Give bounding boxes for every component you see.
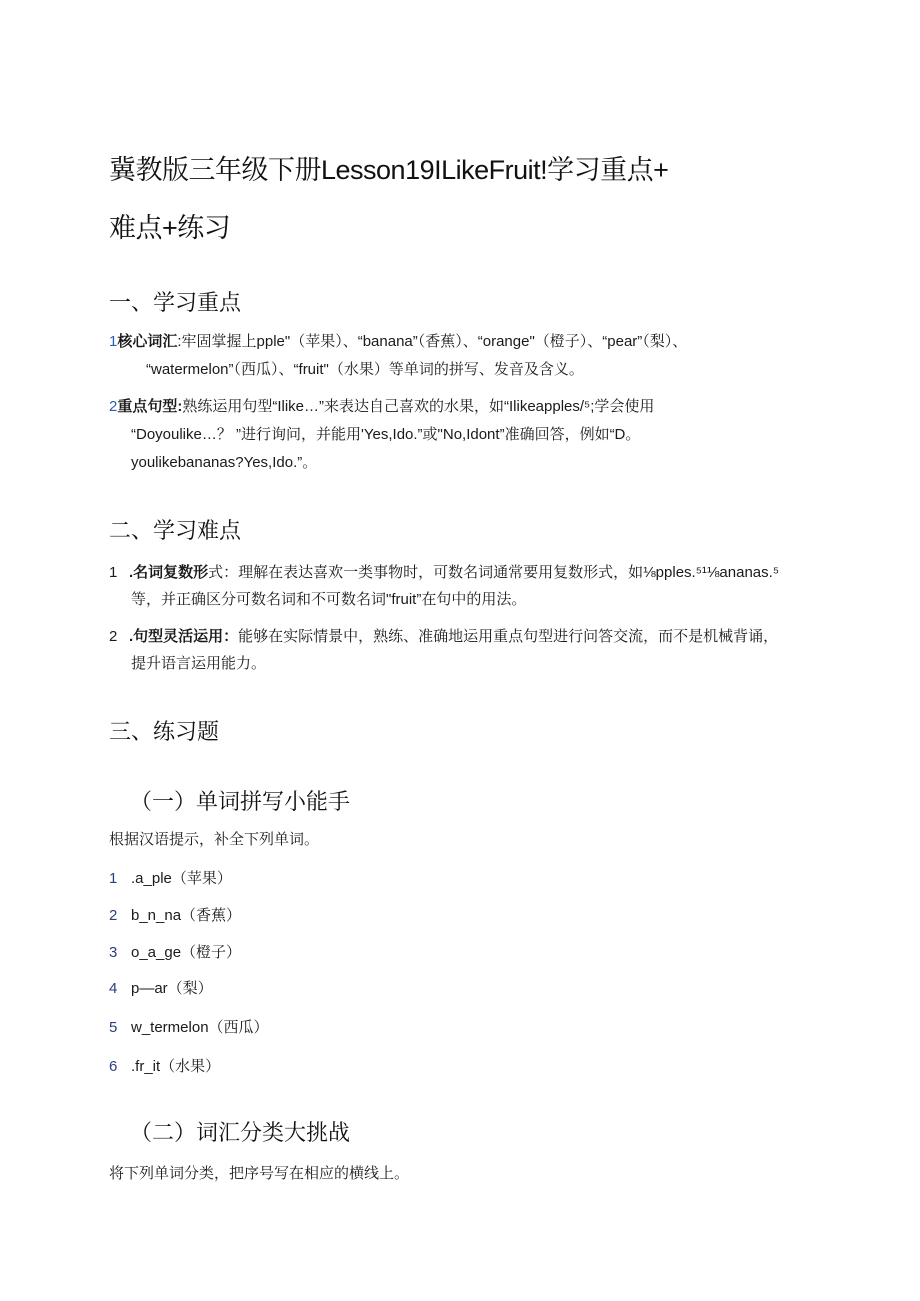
key-point-1-line2: “watermelon”（西瓜）、“fruit"（水果）等单词的拼写、发音及含义。	[146, 361, 584, 378]
spelling-word: o_a_ge（橙子）	[131, 944, 242, 961]
spelling-word: b_n_na（香蕉）	[131, 907, 242, 924]
exercise-part2-heading: （二）词汇分类大挑战	[130, 1120, 351, 1145]
key-point-text: 熟练运用句型“Ilike…”来表达自己喜欢的水果，如“Ilikeapples/⁵;学会使用	[182, 398, 655, 415]
list-number: 2	[109, 398, 118, 415]
document-title-line2: 难点+练习	[109, 213, 231, 243]
spelling-word: p—ar（梨）	[131, 980, 213, 997]
spelling-word: .a_ple（苹果）	[131, 870, 232, 887]
difficulty-label: .句型灵活运用：	[129, 628, 239, 645]
difficulty-1-line2: 等，并正确区分可数名词和不可数名词"fruit”在句中的用法。	[131, 591, 527, 608]
list-item	[109, 1016, 269, 1037]
exercise-part1-instruction: 根据汉语提示，补全下列单词。	[109, 831, 320, 848]
key-point-2-line3: youlikebananas?Yes,Ido.”。	[131, 454, 318, 471]
list-number: 3	[109, 944, 118, 961]
list-number: 1	[109, 564, 118, 581]
spelling-word: w_termelon（西瓜）	[131, 1019, 269, 1036]
exercise-part1-heading: （一）单词拼写小能手	[130, 789, 351, 814]
list-number: 5	[109, 1019, 118, 1036]
key-point-text: :牢固掌握上pple"（苹果）、“banana”（香蕉）、“orange"（橙子）、“pear”（梨）、	[177, 333, 688, 350]
list-item	[109, 977, 213, 998]
spelling-word: .fr_it（水果）	[131, 1058, 221, 1075]
difficulty-text: 式：理解在表达喜欢一类事物时，可数名词通常要用复数形式，如⅛pples.⁵¹⅛ananas.⁵	[208, 564, 780, 581]
list-item	[109, 941, 241, 962]
key-point-2-line2: “Doyoulike…？ ”进行询问，并能用'Yes,Ido.”或"No,Idont”准确回答，例如“D。	[131, 426, 641, 443]
difficulty-2-line2: 提升语言运用能力。	[131, 655, 267, 672]
key-point-label: 核心词汇	[117, 333, 178, 350]
section-heading-key-points: 一、学习重点	[109, 290, 242, 315]
difficulty-1-line1	[109, 563, 779, 583]
list-number: 4	[109, 980, 118, 997]
list-item	[109, 867, 232, 888]
list-number: 1	[109, 333, 118, 350]
list-number: 1	[109, 870, 118, 887]
key-point-label: 重点句型:	[117, 398, 183, 415]
exercise-part2-instruction: 将下列单词分类，把序号写在相应的横线上。	[109, 1165, 410, 1182]
list-item	[109, 904, 241, 925]
key-point-2-line1	[109, 397, 654, 417]
difficulty-label: .名词复数形	[129, 564, 209, 581]
key-point-1-line1	[109, 332, 687, 352]
difficulty-text: 能够在实际情景中，熟练、准确地运用重点句型进行问答交流，而不是机械背诵，	[238, 628, 779, 645]
list-number: 2	[109, 907, 118, 924]
section-heading-exercises: 三、练习题	[109, 719, 220, 744]
list-number: 2	[109, 628, 118, 645]
section-heading-difficulties: 二、学习难点	[109, 518, 242, 543]
difficulty-2-line1	[109, 627, 778, 647]
document-title-line1: 冀教版三年级下册Lesson19ILikeFruit!学习重点+	[109, 155, 669, 185]
list-item	[109, 1055, 220, 1076]
list-number: 6	[109, 1058, 118, 1075]
